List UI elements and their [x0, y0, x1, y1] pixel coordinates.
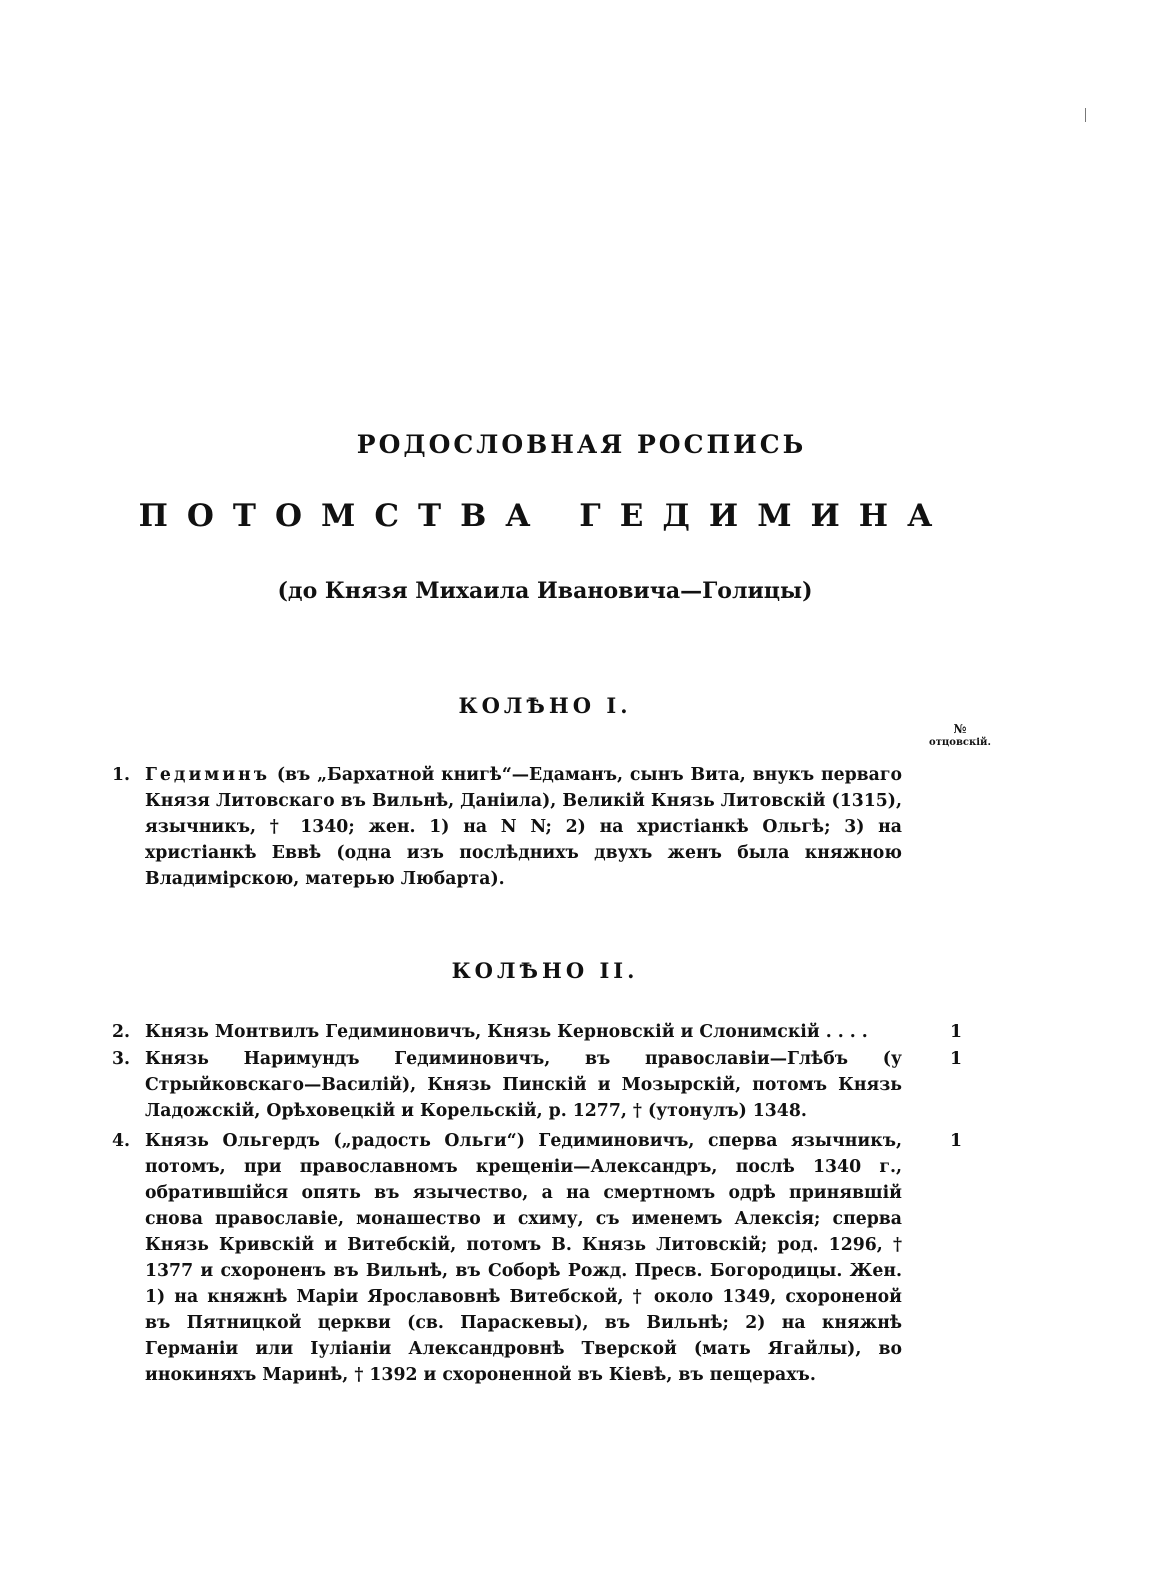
marginal-note-mark: №: [953, 722, 967, 736]
entry-text: Князь Наримундъ Гедиминовичъ, въ православіи—Глѣбъ (у Стрыйковскаго—Василій), Князь Пинскій и Мозырскій, потомъ Князь Ладожскій, Орѣховецкій и Корельскій, р. 1277, † (утонулъ) 1348.: [145, 1049, 902, 1121]
entry-ref: 1: [949, 1022, 962, 1042]
entry-ref: 1: [949, 1049, 962, 1069]
section-heading-knee-1: КОЛѢНО I.: [458, 693, 632, 718]
marginal-note-text: отцовскій.: [929, 737, 991, 748]
entry-text: [145, 762, 902, 892]
entry-number: 1.: [112, 765, 131, 785]
entry-3: [112, 1046, 962, 1124]
entry-ref: 1: [949, 1131, 962, 1151]
entry-name: Гедиминъ: [145, 765, 270, 785]
entry-text: Князь Монтвилъ Гедиминовичъ, Князь Керновскій и Слонимскій . . . .: [145, 1022, 868, 1042]
title-line-2: ПОТОМСТВА ГЕДИМИНА: [138, 498, 952, 534]
title-line-1: РОДОСЛОВНАЯ РОСПИСЬ: [356, 430, 807, 459]
entry-1: [112, 762, 902, 892]
entry-4: [112, 1128, 962, 1388]
entry-number: 3.: [112, 1049, 131, 1069]
entry-2: [112, 1019, 962, 1045]
entry-number: 2.: [112, 1022, 131, 1042]
entry-number: 4.: [112, 1131, 131, 1151]
marginal-note: [915, 722, 1005, 750]
section-heading-knee-2: КОЛѢНО II.: [451, 958, 639, 983]
margin-tick: [1085, 108, 1086, 122]
entry-text: Князь Ольгердъ („радость Ольги“) Гедиминовичъ, сперва язычникъ, потомъ, при православномъ крещеніи—Александръ, послѣ 1340 г., обратившійся опять въ язычество, а на смертномъ одрѣ принявшій снова православіе, монашество и схиму, съ именемъ Алексія; сперва Князь Кривскій и Витебскій, потомъ В. Князь Литовскій; род. 1296, † 1377 и схороненъ въ Вильнѣ, въ Соборѣ Рожд. Пресв. Богородицы. Жен. 1) на княжнѣ Маріи Ярославовнѣ Витебской, † около 1349, схороненой въ Пятницкой церкви (св. Параскевы), въ Вильнѣ; 2) на княжнѣ Германіи или Іуліаніи Александровнѣ Тверской (мать Ягайлы), во инокиняхъ Маринѣ, † 1392 и схороненной въ Кіевѣ, въ пещерахъ.: [145, 1131, 902, 1385]
title-line-3: (до Князя Михаила Ивановича—Голицы): [277, 578, 813, 604]
entry-body: (въ „Бархатной книгѣ“—Едаманъ, сынъ Вита, внукъ перваго Князя Литовскаго въ Вильнѣ, Даніила), Великій Князь Литовскій (1315), язычникъ, † 1340; жен. 1) на N N; 2) на христіанкѣ Ольгѣ; 3) на христіанкѣ Еввѣ (одна изъ послѣднихъ двухъ женъ была княжною Владимірскою, матерью Любарта).: [145, 765, 902, 889]
